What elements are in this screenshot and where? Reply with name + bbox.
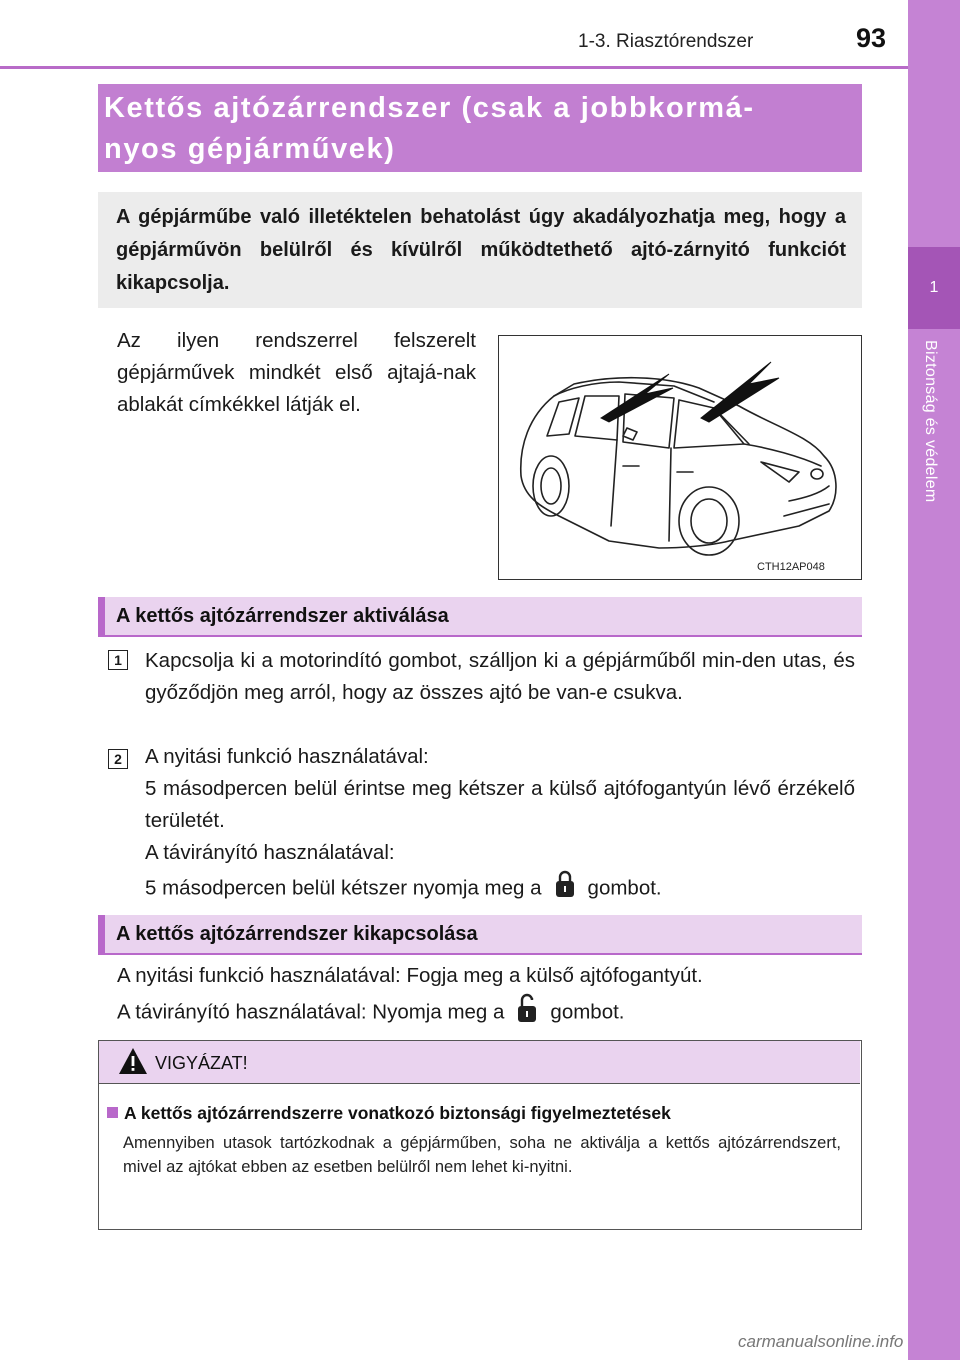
step-2-line-4 — [145, 869, 855, 909]
caution-box — [98, 1040, 862, 1230]
section-reference: 1-3. Riasztórendszer — [578, 31, 754, 52]
step-number-2: 2 — [108, 749, 128, 769]
deactivation-line-2-after: gombot. — [550, 1000, 625, 1024]
page-title — [104, 88, 856, 170]
chapter-number: 1 — [908, 247, 960, 329]
deactivation-heading-bar — [98, 915, 862, 953]
heading-accent-bar — [98, 915, 105, 953]
caution-body: Amennyiben utasok tartózkodnak a gépjárműben, soha ne aktiválja a kettős ajtózárrendszert, mivel az ajtókat ebben az esetben belülről nem lehet ki-nyitni. — [123, 1134, 841, 1176]
lock-closed-icon — [554, 869, 576, 909]
deactivation-line-2-before: A távirányító használatával: Nyomja meg a — [117, 1000, 505, 1024]
heading-underline — [98, 953, 862, 955]
warning-triangle-icon — [117, 1046, 149, 1081]
step-2-text — [145, 741, 855, 909]
page-title-line-1: Kettős ajtózárrendszer (csak a jobbkormá- — [104, 92, 755, 124]
step-2-line-1: A nyitási funkció használatával: — [145, 745, 429, 768]
step-1-text: Kapcsolja ki a motorindító gombot, szálljon ki a gépjárműből min-den utas, és győződjön meg arról, hogy az összes ajtó be van-e csukva. — [145, 649, 855, 704]
watermark: carmanualsonline.info — [738, 1332, 904, 1351]
deactivation-line-1: A nyitási funkció használatával: Fogja meg a külső ajtófogantyút. — [117, 964, 703, 987]
activation-heading-bar — [98, 597, 862, 635]
step-2-line-4-after: gombot. — [587, 876, 662, 900]
bullet-square-icon — [107, 1107, 118, 1118]
chapter-label: Biztonság és védelem — [922, 340, 939, 503]
header-divider — [0, 66, 908, 69]
intro-text: A gépjárműbe való illetéktelen behatolást úgy akadályozhatja meg, hogy a gépjárművön belülről és kívülről működtethető ajtó-zárnyitó funkciót kikapcsolja. — [116, 206, 846, 294]
deactivation-text — [117, 960, 857, 1034]
step-number-1: 1 — [108, 650, 128, 670]
illustration-code: CTH12AP048 — [757, 561, 825, 573]
page-number: 93 — [856, 23, 887, 53]
chapter-side-tab — [908, 0, 960, 1360]
step-2-line-4-before: 5 másodpercen belül kétszer nyomja meg a — [145, 876, 542, 900]
car-illustration — [498, 335, 862, 580]
lock-open-icon — [516, 992, 538, 1034]
page-title-line-2: nyos gépjárművek) — [104, 133, 396, 165]
heading-underline — [98, 635, 862, 637]
caution-header — [99, 1041, 860, 1084]
heading-accent-bar — [98, 597, 105, 635]
caution-subtitle-text: A kettős ajtózárrendszerre vonatkozó biztonsági figyelmeztetések — [124, 1103, 671, 1123]
deactivation-line-2 — [117, 992, 857, 1034]
caution-title: VIGYÁZAT! — [155, 1053, 248, 1073]
car-window-label-icon — [499, 336, 861, 579]
activation-heading: A kettős ajtózárrendszer aktiválása — [116, 605, 449, 627]
step-2-line-3: A távirányító használatával: — [145, 841, 395, 864]
description-text: Az ilyen rendszerrel felszerelt gépjárművek mindkét első ajtajá-nak ablakát címkékkel látják el. — [117, 329, 476, 416]
caution-subtitle — [107, 1103, 671, 1124]
deactivation-heading: A kettős ajtózárrendszer kikapcsolása — [116, 923, 478, 945]
step-2-line-2: 5 másodpercen belül érintse meg kétszer a külső ajtófogantyún lévő érzékelő területét. — [145, 777, 855, 832]
